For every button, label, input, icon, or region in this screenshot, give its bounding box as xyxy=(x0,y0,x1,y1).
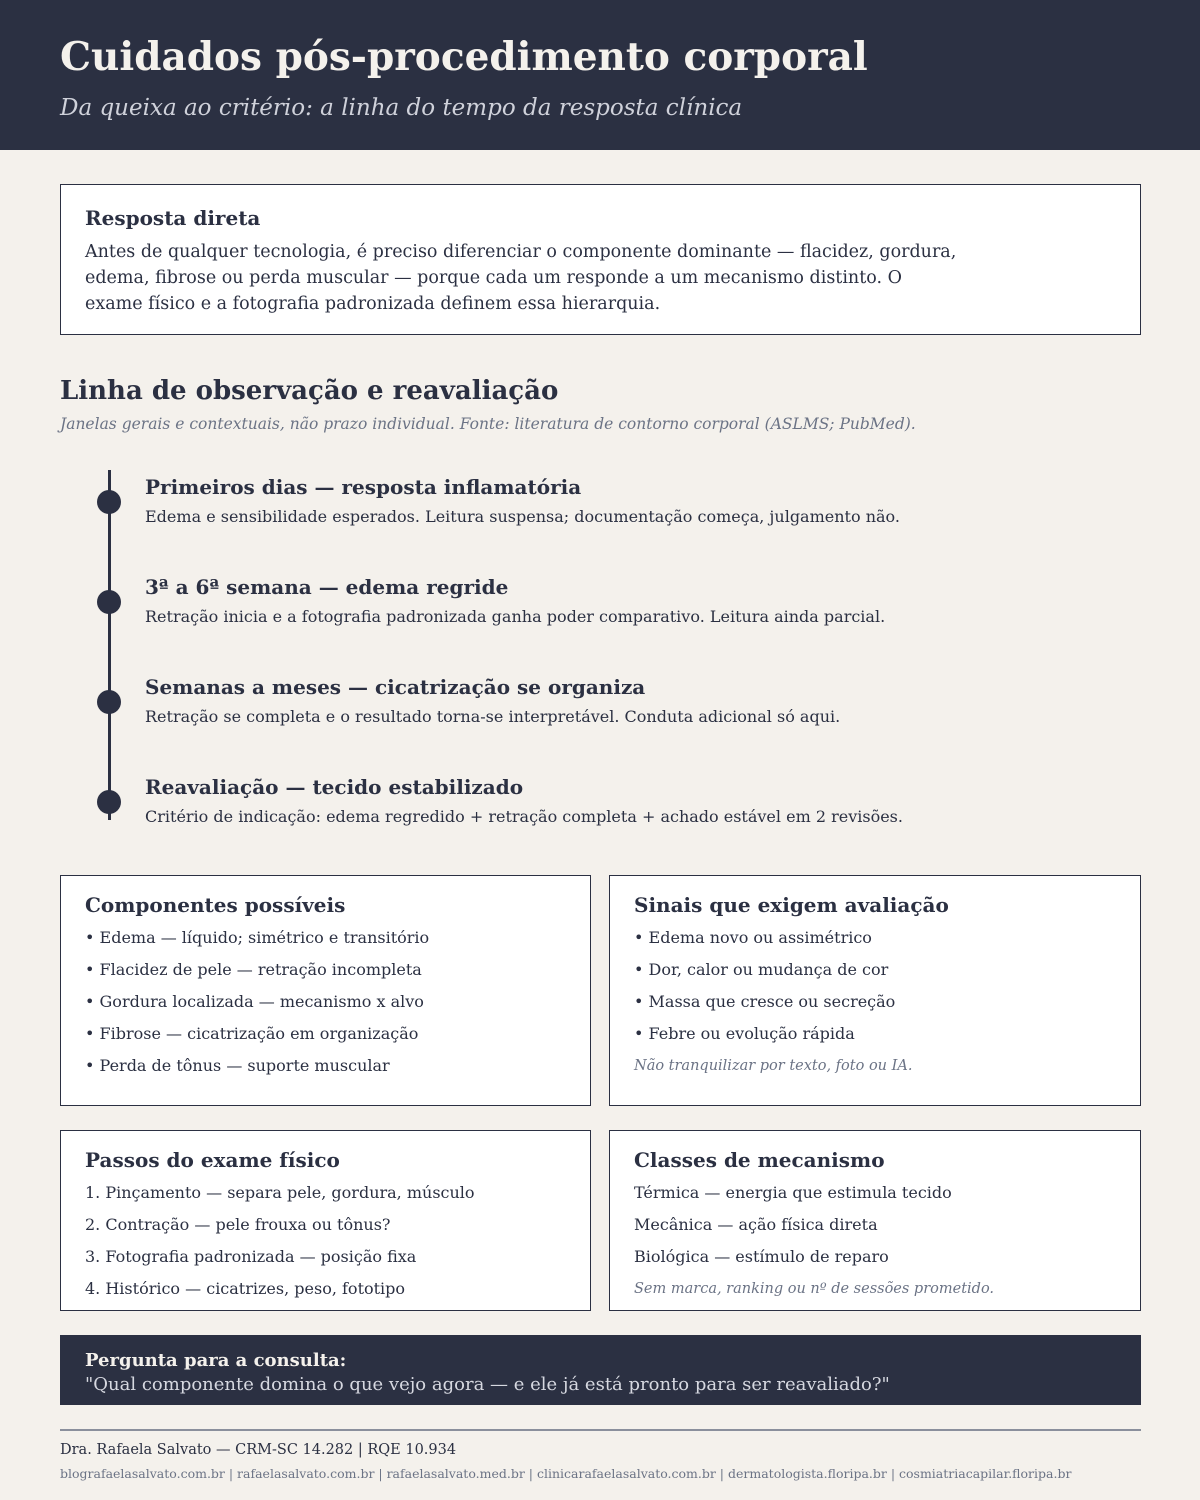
list-item: 3. Fotografia padronizada — posição fixa xyxy=(85,1247,417,1266)
list-item: • Dor, calor ou mudança de cor xyxy=(634,960,889,979)
exam-steps-list xyxy=(85,1183,566,1299)
timeline-item-text: Retração se completa e o resultado torna-se interpretável. Conduta adicional só aqui. xyxy=(145,707,841,726)
components-card xyxy=(60,875,591,1106)
list-item: 2. Contração — pele frouxa ou tônus? xyxy=(85,1215,391,1234)
list-item: Biológica — estímulo de reparo xyxy=(634,1247,889,1266)
direct-answer-box xyxy=(60,184,1141,335)
timeline-dot xyxy=(97,690,121,714)
list-item: 1. Pinçamento — separa pele, gordura, músculo xyxy=(85,1183,475,1202)
timeline-item xyxy=(145,574,1145,628)
page-subtitle: Da queixa ao critério: a linha do tempo da resposta clínica xyxy=(60,95,743,121)
list-item: Mecânica — ação física direta xyxy=(634,1215,878,1234)
timeline-dot xyxy=(97,790,121,814)
timeline-item xyxy=(145,474,1145,528)
timeline-dot xyxy=(97,490,121,514)
list-item: • Perda de tônus — suporte muscular xyxy=(85,1056,390,1075)
exam-steps-heading: Passos do exame físico xyxy=(85,1148,340,1172)
direct-answer-heading: Resposta direta xyxy=(85,206,261,230)
components-list xyxy=(85,928,566,1076)
timeline-item-heading: Primeiros dias — resposta inflamatória xyxy=(145,475,582,499)
page-header xyxy=(0,0,1200,150)
timeline-item-text: Edema e sensibilidade esperados. Leitura suspensa; documentação começa, julgamento não. xyxy=(145,507,900,526)
timeline-item-heading: 3ª a 6ª semana — edema regride xyxy=(145,575,509,599)
timeline-item-heading: Reavaliação — tecido estabilizado xyxy=(145,775,524,799)
warning-signs-list xyxy=(634,928,1116,1044)
page-title: Cuidados pós-procedimento corporal xyxy=(60,34,868,80)
warning-signs-note: Não tranquilizar por texto, foto ou IA. xyxy=(634,1058,913,1074)
consultation-question xyxy=(60,1335,1141,1405)
timeline-dot xyxy=(97,590,121,614)
exam-steps-card xyxy=(60,1130,591,1311)
warning-signs-card xyxy=(609,875,1141,1106)
timeline-item-text: Critério de indicação: edema regredido + retração completa + achado estável em 2 revisões. xyxy=(145,807,903,826)
list-item: Térmica — energia que estimula tecido xyxy=(634,1183,952,1202)
timeline-item xyxy=(145,674,1145,728)
list-item: • Febre ou evolução rápida xyxy=(634,1024,855,1043)
direct-answer-text: Antes de qualquer tecnologia, é preciso diferenciar o componente dominante — flacidez, gordura, edema, fibrose ou perda muscular — porque cada um responde a um mecanismo distinto. O exame físico e a fotografia padronizada definem essa hierarquia. xyxy=(85,242,957,314)
question-label: Pergunta para a consulta: xyxy=(85,1350,347,1371)
question-text: "Qual componente domina o que vejo agora — e ele já está pronto para ser reavaliado?" xyxy=(85,1374,890,1395)
list-item: • Massa que cresce ou secreção xyxy=(634,992,896,1011)
mechanisms-heading: Classes de mecanismo xyxy=(634,1148,885,1172)
mechanisms-note: Sem marca, ranking ou nº de sessões prometido. xyxy=(634,1281,995,1297)
footer-links: blografaelasalvato.com.br | rafaelasalvato.com.br | rafaelasalvato.med.br | clinicarafaelasalvato.com.br | dermatologista.floripa.br | cosmiatriacapilar.floripa.br xyxy=(60,1466,1072,1481)
timeline-item-text: Retração inicia e a fotografia padronizada ganha poder comparativo. Leitura ainda parcial. xyxy=(145,607,886,626)
list-item: • Flacidez de pele — retração incompleta xyxy=(85,960,422,979)
mechanisms-card xyxy=(609,1130,1141,1311)
timeline-title: Linha de observação e reavaliação xyxy=(60,376,559,406)
timeline-item-heading: Semanas a meses — cicatrização se organiza xyxy=(145,675,646,699)
timeline-item xyxy=(145,774,1145,828)
components-heading: Componentes possíveis xyxy=(85,893,346,917)
mechanisms-list xyxy=(634,1183,1116,1267)
warning-signs-heading: Sinais que exigem avaliação xyxy=(634,893,949,917)
list-item: • Edema novo ou assimétrico xyxy=(634,928,872,947)
list-item: • Edema — líquido; simétrico e transitório xyxy=(85,928,430,947)
timeline-line xyxy=(108,470,111,820)
list-item: • Gordura localizada — mecanismo x alvo xyxy=(85,992,424,1011)
footer-divider xyxy=(60,1429,1141,1431)
footer-author: Dra. Rafaela Salvato — CRM-SC 14.282 | RQE 10.934 xyxy=(60,1442,457,1458)
list-item: • Fibrose — cicatrização em organização xyxy=(85,1024,419,1043)
list-item: 4. Histórico — cicatrizes, peso, fototipo xyxy=(85,1279,406,1298)
timeline-note: Janelas gerais e contextuais, não prazo individual. Fonte: literatura de contorno corporal (ASLMS; PubMed). xyxy=(60,415,916,433)
